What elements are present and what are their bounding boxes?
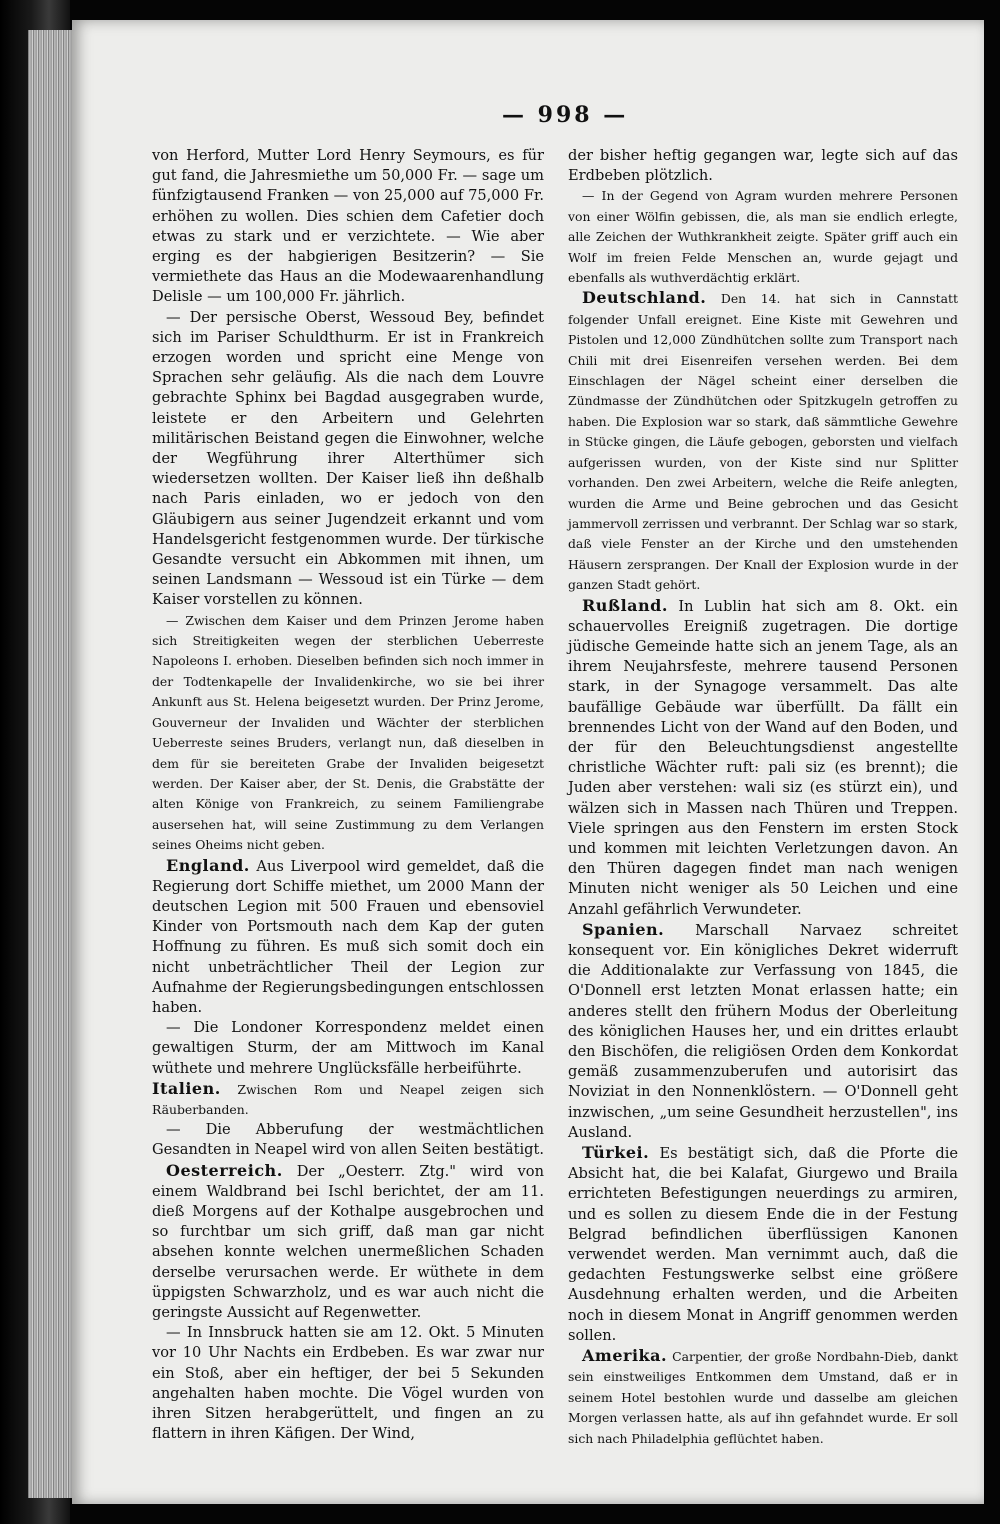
deutschland-text: Den 14. hat sich in Cannstatt folgender Unfall ereignet. Eine Kiste mit Gewehren und Pistolen und 12,000 Zündhütchen sollte zum Transport nach Chili mit drei Eisenreifen versehen werden. Bei dem Einschlagen der Nägel scheint einer derselben die Zündmasse der Zündhütchen oder Spitzkugeln getroffen zu haben. Die Explosion war so stark, daß sämmtliche Gewehre in Stücke gingen, die Läufe gebogen, geborsten und vielfach aufgerissen wurden, von der Kiste sind nur Splitter vorhanden. Den zwei Arbeitern, welche die Reife anlegten, wurden die Arme und Beine gebrochen und das Gesicht jammervoll zerrissen und verbrannt. Der Schlag war so stark, daß viele Fenster an der Kirche und den umstehenden Häusern zersprangen. Der Knall der Explosion wurde in der ganzen Stadt gehört. <box>568 291 958 593</box>
paragraph-wind-continued: der bisher heftig gegangen war, legte sich auf das Erdbeben plötzlich. <box>568 147 958 185</box>
section-oesterreich <box>152 1161 544 1324</box>
heading-amerika: Amerika. <box>582 1346 668 1366</box>
italien-text: Zwischen Rom und Neapel zeigen sich Räuberbanden. <box>152 1081 544 1117</box>
section-russland <box>568 596 958 920</box>
heading-tuerkei: Türkei. <box>582 1143 650 1163</box>
paragraph-paris-house: von Herford, Mutter Lord Henry Seymours, es für gut fand, die Jahresmiethe um 50,000 Fr. — sage um fünfzigtausend Franken — von 25,000 auf 75,000 Fr. erhöhen zu wollen. Dies schien dem Cafetier doch etwas zu stark und er verzichtete. — Wie aber erging es der habgierigen Besitzerin? — Sie vermiethete das Haus an die Modewaarenhandlung Delisle — um 100,000 Fr. jährlich. <box>152 147 544 306</box>
heading-oesterreich: Oesterreich. <box>166 1160 283 1180</box>
page-number: — 998 — <box>502 102 629 128</box>
right-column <box>568 146 958 1449</box>
paragraph-agram-wolves: — In der Gegend von Agram wurden mehrere Personen von einer Wölfin gebissen, die, als man sie endlich erlegte, alle Zeichen der Wuthkrankheit zeigte. Später griff auch ein Wolf im freien Felde Menschen an, wurde gejagt und ebenfalls als wuthverdächtig erklärt. <box>568 188 958 286</box>
england-text: Aus Liverpool wird gemeldet, daß die Regierung dort Schiffe miethet, um 2000 Mann der deutschen Legion mit 500 Frauen und ebensoviel Kinder von Portsmouth nach dem Kap der guten Hoffnung zu führen. Es muß sich somit doch ein nicht unbeträchtlicher Theil der Legion zur Aufnahme der Regierungsbedingungen entschlossen haben. <box>152 857 544 1016</box>
russland-text: In Lublin hat sich am 8. Okt. ein schauervolles Ereigniß zugetragen. Die dortige jüdische Gemeinde hatte sich an jenem Tage, als an ihrem Neujahrsfeste, mehrere tausend Personen stark, in der Synagoge versammelt. Das alte baufällige Gebäude war überfüllt. Da fällt ein brennendes Licht von der Wand auf den Boden, und der für den Beleuchtungsdienst angestellte christliche Wächter ruft: pali siz (es brennt); die Juden aber verstehen: wali siz (es stürzt ein), und wälzen sich in Massen nach Thüren und Treppen. Viele springen aus den Fenstern im ersten Stock und kommen mit leichten Verletzungen davon. An den Thüren dagegen findet man nach wenigen Minuten nicht weniger als 50 Leichen und eine Anzahl gefährlich Verwundeter. <box>568 597 958 918</box>
section-amerika <box>568 1346 958 1449</box>
heading-spanien: Spanien. <box>582 919 665 939</box>
paragraph-innsbruck-quake: — In Innsbruck hatten sie am 12. Okt. 5 Minuten vor 10 Uhr Nachts ein Erdbeben. Es war zwar nur ein Stoß, aber ein heftiger, der bei 5 Sekunden angehalten haben mochte. Die Vögel wurden von ihren Sitzen herabgerüttelt, und fingen an zu flattern in ihren Käfigen. Der Wind, <box>152 1324 544 1443</box>
left-column <box>152 146 544 1444</box>
spanien-text: Marschall Narvaez schreitet konsequent vor. Ein königliches Dekret widerruft die Additionalakte zur Verfassung von 1845, die O'Donnell erst letzten Monat erlassen hatte; ein anderes stellt den frühern Modus der Oberleitung des königlichen Hauses her, und ein drittes erlaubt den Bischöfen, die religiösen Orden dem Konkordat gemäß zusammenzuberufen und autorisirt das Noviziat in den Nonnenklöstern. — O'Donnell geht inzwischen, „um seine Gesundheit herzustellen", ins Ausland. <box>568 921 958 1141</box>
heading-england: England. <box>166 855 250 875</box>
paragraph-london-storm: — Die Londoner Korrespondenz meldet einen gewaltigen Sturm, der am Mittwoch im Kanal wüthete und mehrere Unglücksfälle herbeiführte. <box>152 1019 544 1077</box>
paragraph-napoleon-remains: — Zwischen dem Kaiser und dem Prinzen Jerome haben sich Streitigkeiten wegen der sterblichen Ueberreste Napoleons I. erhoben. Dieselben befinden sich noch immer in der Todtenkapelle der Invalidenkirche, wo sie bei ihrer Ankunft aus St. Helena beigesetzt wurden. Der Prinz Jerome, Gouverneur der Invaliden und Wächter der sterblichen Ueberreste seines Bruders, verlangt nun, daß dieselben in dem für sie bereiteten Grabe der Invaliden beigesetzt werden. Der Kaiser aber, der St. Denis, die Grabstätte der alten Könige von Frankreich, zu seinem Familiengrabe ausersehen hat, will seine Zustimmung zu dem Verlangen seines Oheims nicht geben. <box>152 612 544 853</box>
section-tuerkei <box>568 1143 958 1346</box>
section-deutschland <box>568 288 958 595</box>
amerika-text: Carpentier, der große Nordbahn-Dieb, dankt sein einstweiliges Entkommen dem Umstand, daß er in seinem Hotel bestohlen wurde und dasselbe am gleichen Morgen verlassen hatte, als auf ihn gefahndet wurde. Er soll sich nach Philadelphia geflüchtet haben. <box>568 1349 958 1446</box>
section-england <box>152 856 544 1019</box>
heading-italien: Italien. <box>152 1078 221 1098</box>
tuerkei-text: Es bestätigt sich, daß die Pforte die Absicht hat, die bei Kalafat, Giurgewo und Braila errichteten Befestigungen neuerdings zu armiren, und es sollen zu diesem Ende die in der Festung Belgrad befindlichen überflüssigen Kanonen verwendet werden. Man vernimmt auch, daß die gedachten Festungswerke selbst eine größere Ausdehnung erhalten werden, und die Arbeiten noch in diesem Monat in Angriff genommen werden sollen. <box>568 1145 958 1344</box>
heading-russland: Rußland. <box>582 595 668 615</box>
book-page <box>72 20 984 1504</box>
section-italien <box>152 1079 544 1120</box>
paragraph-persian-colonel: — Der persische Oberst, Wessoud Bey, befindet sich im Pariser Schuldthurm. Er ist in Frankreich erzogen worden und spricht eine Menge von Sprachen sehr geläufig. Als die nach dem Louvre gebrachte Sphinx bei Bagdad ausgegraben wurde, leistete er den Arbeitern und Gelehrten militärischen Beistand gegen die Einwohner, welche der Wegführung ihrer Alterthümer sich wiedersetzen wollten. Der Kaiser ließ ihn deßhalb nach Paris einladen, wo er jedoch von den Gläubigern aus seiner Jugendzeit erkannt und vom Handelsgericht festgenommen wurde. Der türkische Gesandte versucht ein Abkommen mit ihnen, um seinen Landsmann — Wessoud ist ein Türke — dem Kaiser vorstellen zu können. <box>152 308 544 609</box>
heading-deutschland: Deutschland. <box>582 288 707 308</box>
paragraph-naples-envoys: — Die Abberufung der westmächtlichen Gesandten in Neapel wird von allen Seiten bestätigt. <box>152 1121 545 1159</box>
oesterreich-text: Der „Oesterr. Ztg." wird von einem Waldbrand bei Ischl berichtet, der am 11. dieß Morgens auf der Kothalpe ausgebrochen und so furchtbar um sich griff, daß man gar nicht absehen konnte welchen unermeßlichen Schaden derselbe verursachen werde. Er wüthete in dem üppigsten Schwarzholz, und es war auch nicht die geringste Aussicht auf Regenwetter. <box>152 1162 544 1322</box>
section-spanien <box>568 920 958 1143</box>
